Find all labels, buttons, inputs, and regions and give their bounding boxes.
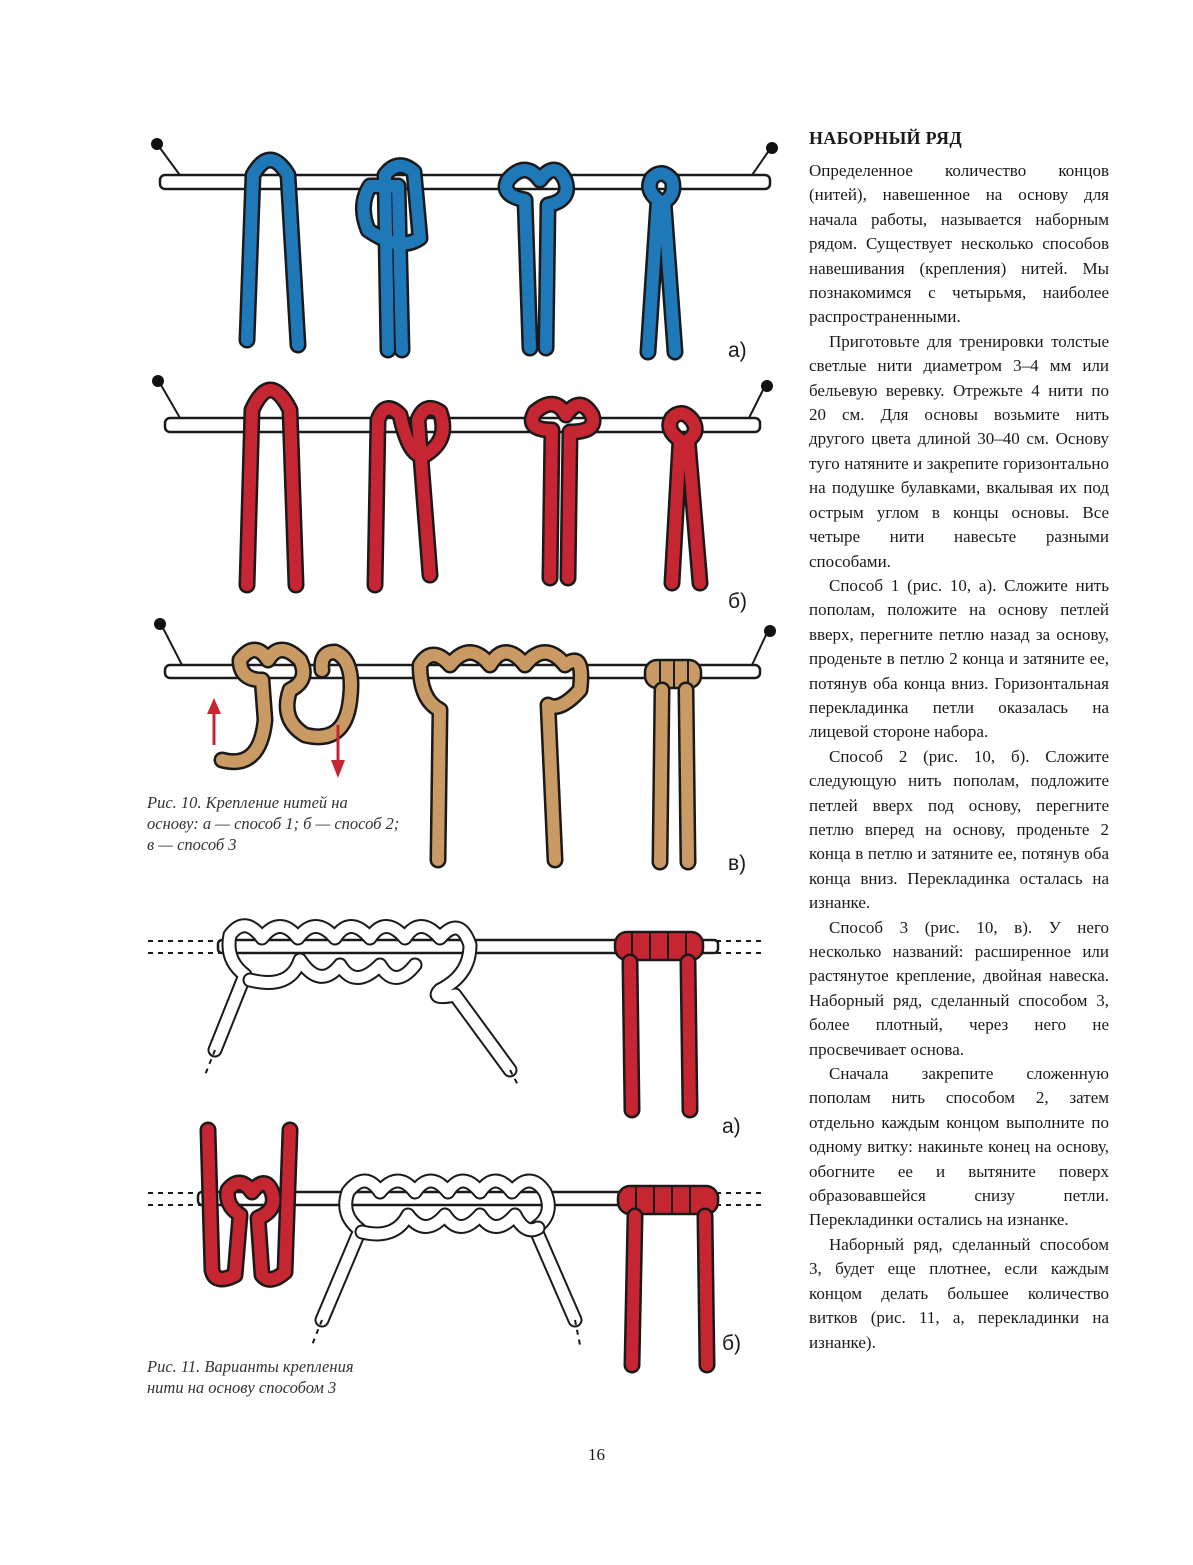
- fig10-panel-b: [152, 375, 773, 585]
- red-thread-wrapped: [615, 932, 703, 1110]
- fig11-caption: [147, 1356, 353, 1398]
- fig10-label-c: в): [728, 852, 747, 875]
- fig10-label-a: а): [728, 339, 747, 362]
- fig10-caption-line: основу: а — способ 1; б — способ 2;: [147, 814, 400, 833]
- paragraph: Сначала закрепите сложенную пополам нить способом 2, затем отдельно каждым концом выполните по одному витку: накиньте конец на основу, обогните ее и вытяните поверх образовавшейся снизу петли. Перекладинки остались на изнанке.: [809, 1064, 1109, 1230]
- fig11-label-a: а): [722, 1115, 741, 1138]
- red-thread-3: [532, 404, 593, 578]
- red-thread-method2: [375, 408, 443, 585]
- fig10-label-b: б): [728, 590, 748, 613]
- fig10-panel-a: [151, 138, 778, 352]
- fig11-label-b: б): [722, 1332, 742, 1355]
- arrow-up-icon: [207, 698, 221, 745]
- blue-thread-4: [648, 173, 675, 352]
- paragraph: Приготовьте для тренировки толстые светлые нити диаметром 3–4 мм или бельевую веревку. Отрежьте 4 нити по 20 см. Для основы возьмите нить другого цвета длиной 30–40 см. Основу туго натяните и закрепите горизонтально на подушке булавками, вкалывая их под острым углом в концы основы. Все четыре нити навесьте разными способами.: [809, 331, 1109, 571]
- fig11-caption-line: Рис. 11. Варианты крепления: [147, 1357, 354, 1376]
- section-heading: НАБОРНЫЙ РЯД: [809, 128, 963, 148]
- fig10-caption: [147, 792, 399, 855]
- red-thread-wrapped: [618, 1186, 718, 1365]
- fig11-caption-line: нити на основу способом 3: [147, 1378, 337, 1397]
- paragraph: Способ 2 (рис. 10, б). Сложите следующую нить пополам, подложите петлей вверх под основу, перегните петлю вперед на основу, проденьте 2 конца в петлю и затяните ее, потянув оба конца вниз. Перекладинка осталась на изнанке.: [809, 746, 1109, 913]
- paragraph: Определенное количество концов (нитей), навешенное на основу для начала работы, называется наборным рядом. Существует несколько способов навешивания (крепления) нитей. Мы познакомимся с четырьмя, наиболее распространенными.: [809, 161, 1109, 327]
- article-column: [809, 128, 1109, 1355]
- paragraph: Способ 1 (рис. 10, а). Сложите нить пополам, положите на основу петлей вверх, перегните петлю назад за основу, проденьте в петлю 2 конца и затяните ее, потянув оба конца вниз. Горизонтальная перекладинка петли оказалась на лицевой стороне набора.: [809, 575, 1109, 742]
- paragraph: Способ 3 (рис. 10, в). У него несколько названий: расширенное или растянутое крепление, двойная навеска. Наборный ряд, сделанный способом 3, более плотный, через него не просвечивает основа.: [809, 917, 1109, 1059]
- blue-thread-3: [506, 170, 567, 348]
- red-thread-4: [670, 413, 700, 583]
- fig10-caption-line: в — способ 3: [147, 835, 237, 854]
- fig11-panel-b: [148, 1130, 765, 1365]
- fig11-panel-a: [148, 926, 765, 1110]
- tan-thread-finished: [420, 653, 581, 861]
- page-number: 16: [588, 1445, 605, 1464]
- paragraph: Наборный ряд, сделанный способом 3, будет еще плотнее, если каждым концом делать большее количество витков (рис. 11, а, перекладинки на изнанке).: [809, 1234, 1109, 1352]
- fig10-caption-line: Рис. 10. Крепление нитей на: [147, 793, 348, 812]
- blue-thread-2: [363, 166, 420, 350]
- tan-thread-wrapped: [645, 660, 701, 862]
